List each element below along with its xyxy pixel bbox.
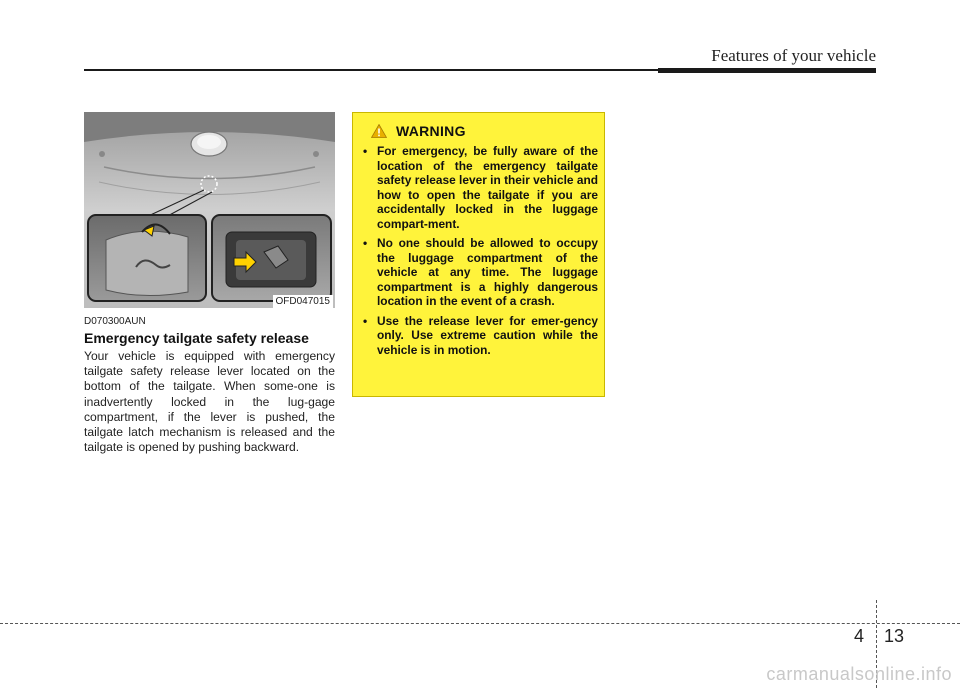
warning-header — [371, 123, 598, 139]
chapter-number: 4 — [854, 626, 865, 646]
warning-title: WARNING — [396, 123, 466, 139]
bullet-icon: • — [363, 144, 368, 158]
header-rule-accent — [658, 68, 876, 73]
warning-item — [361, 314, 598, 358]
warning-item — [361, 144, 598, 231]
figure-code: OFD047015 — [273, 295, 333, 308]
warning-item-text: Use the release lever for emer-gency only. Use extreme caution while the vehicle is in motion. — [377, 313, 598, 357]
warning-list — [361, 144, 598, 357]
warning-item-text: No one should be allowed to occupy the luggage compartment of the vehicle at any time. The luggage compartment is a highly dangerous location in the event of a crash. — [377, 236, 598, 308]
bullet-icon: • — [363, 236, 368, 250]
section-title: Emergency tailgate safety release — [84, 330, 309, 346]
page-number: 13 — [884, 626, 905, 646]
tailgate-illustration — [84, 112, 335, 308]
doc-code: D070300AUN — [84, 316, 146, 327]
warning-triangle-icon — [371, 124, 387, 138]
watermark: carmanualsonline.info — [766, 664, 952, 684]
header-title: Features of your vehicle — [711, 46, 876, 65]
warning-item-text: For emergency, be fully aware of the location of the emergency tailgate safety release lever in their vehicle and how to open the tailgate if you are accidentally locked in the luggage compart-ment. — [377, 144, 598, 231]
bullet-icon: • — [363, 313, 368, 328]
warning-item — [361, 236, 598, 309]
section-body: Your vehicle is equipped with emergency tailgate safety release lever located on the bottom of the tailgate. When some-one is inadvertently locked in the lug-gage compartment, if the lever is pushed, the tailgate latch mechanism is released and the tailgate is opened by pushing backward. — [84, 349, 335, 455]
footer-rule — [0, 623, 960, 624]
tailgate-figure — [84, 112, 335, 308]
warning-box — [352, 112, 605, 397]
